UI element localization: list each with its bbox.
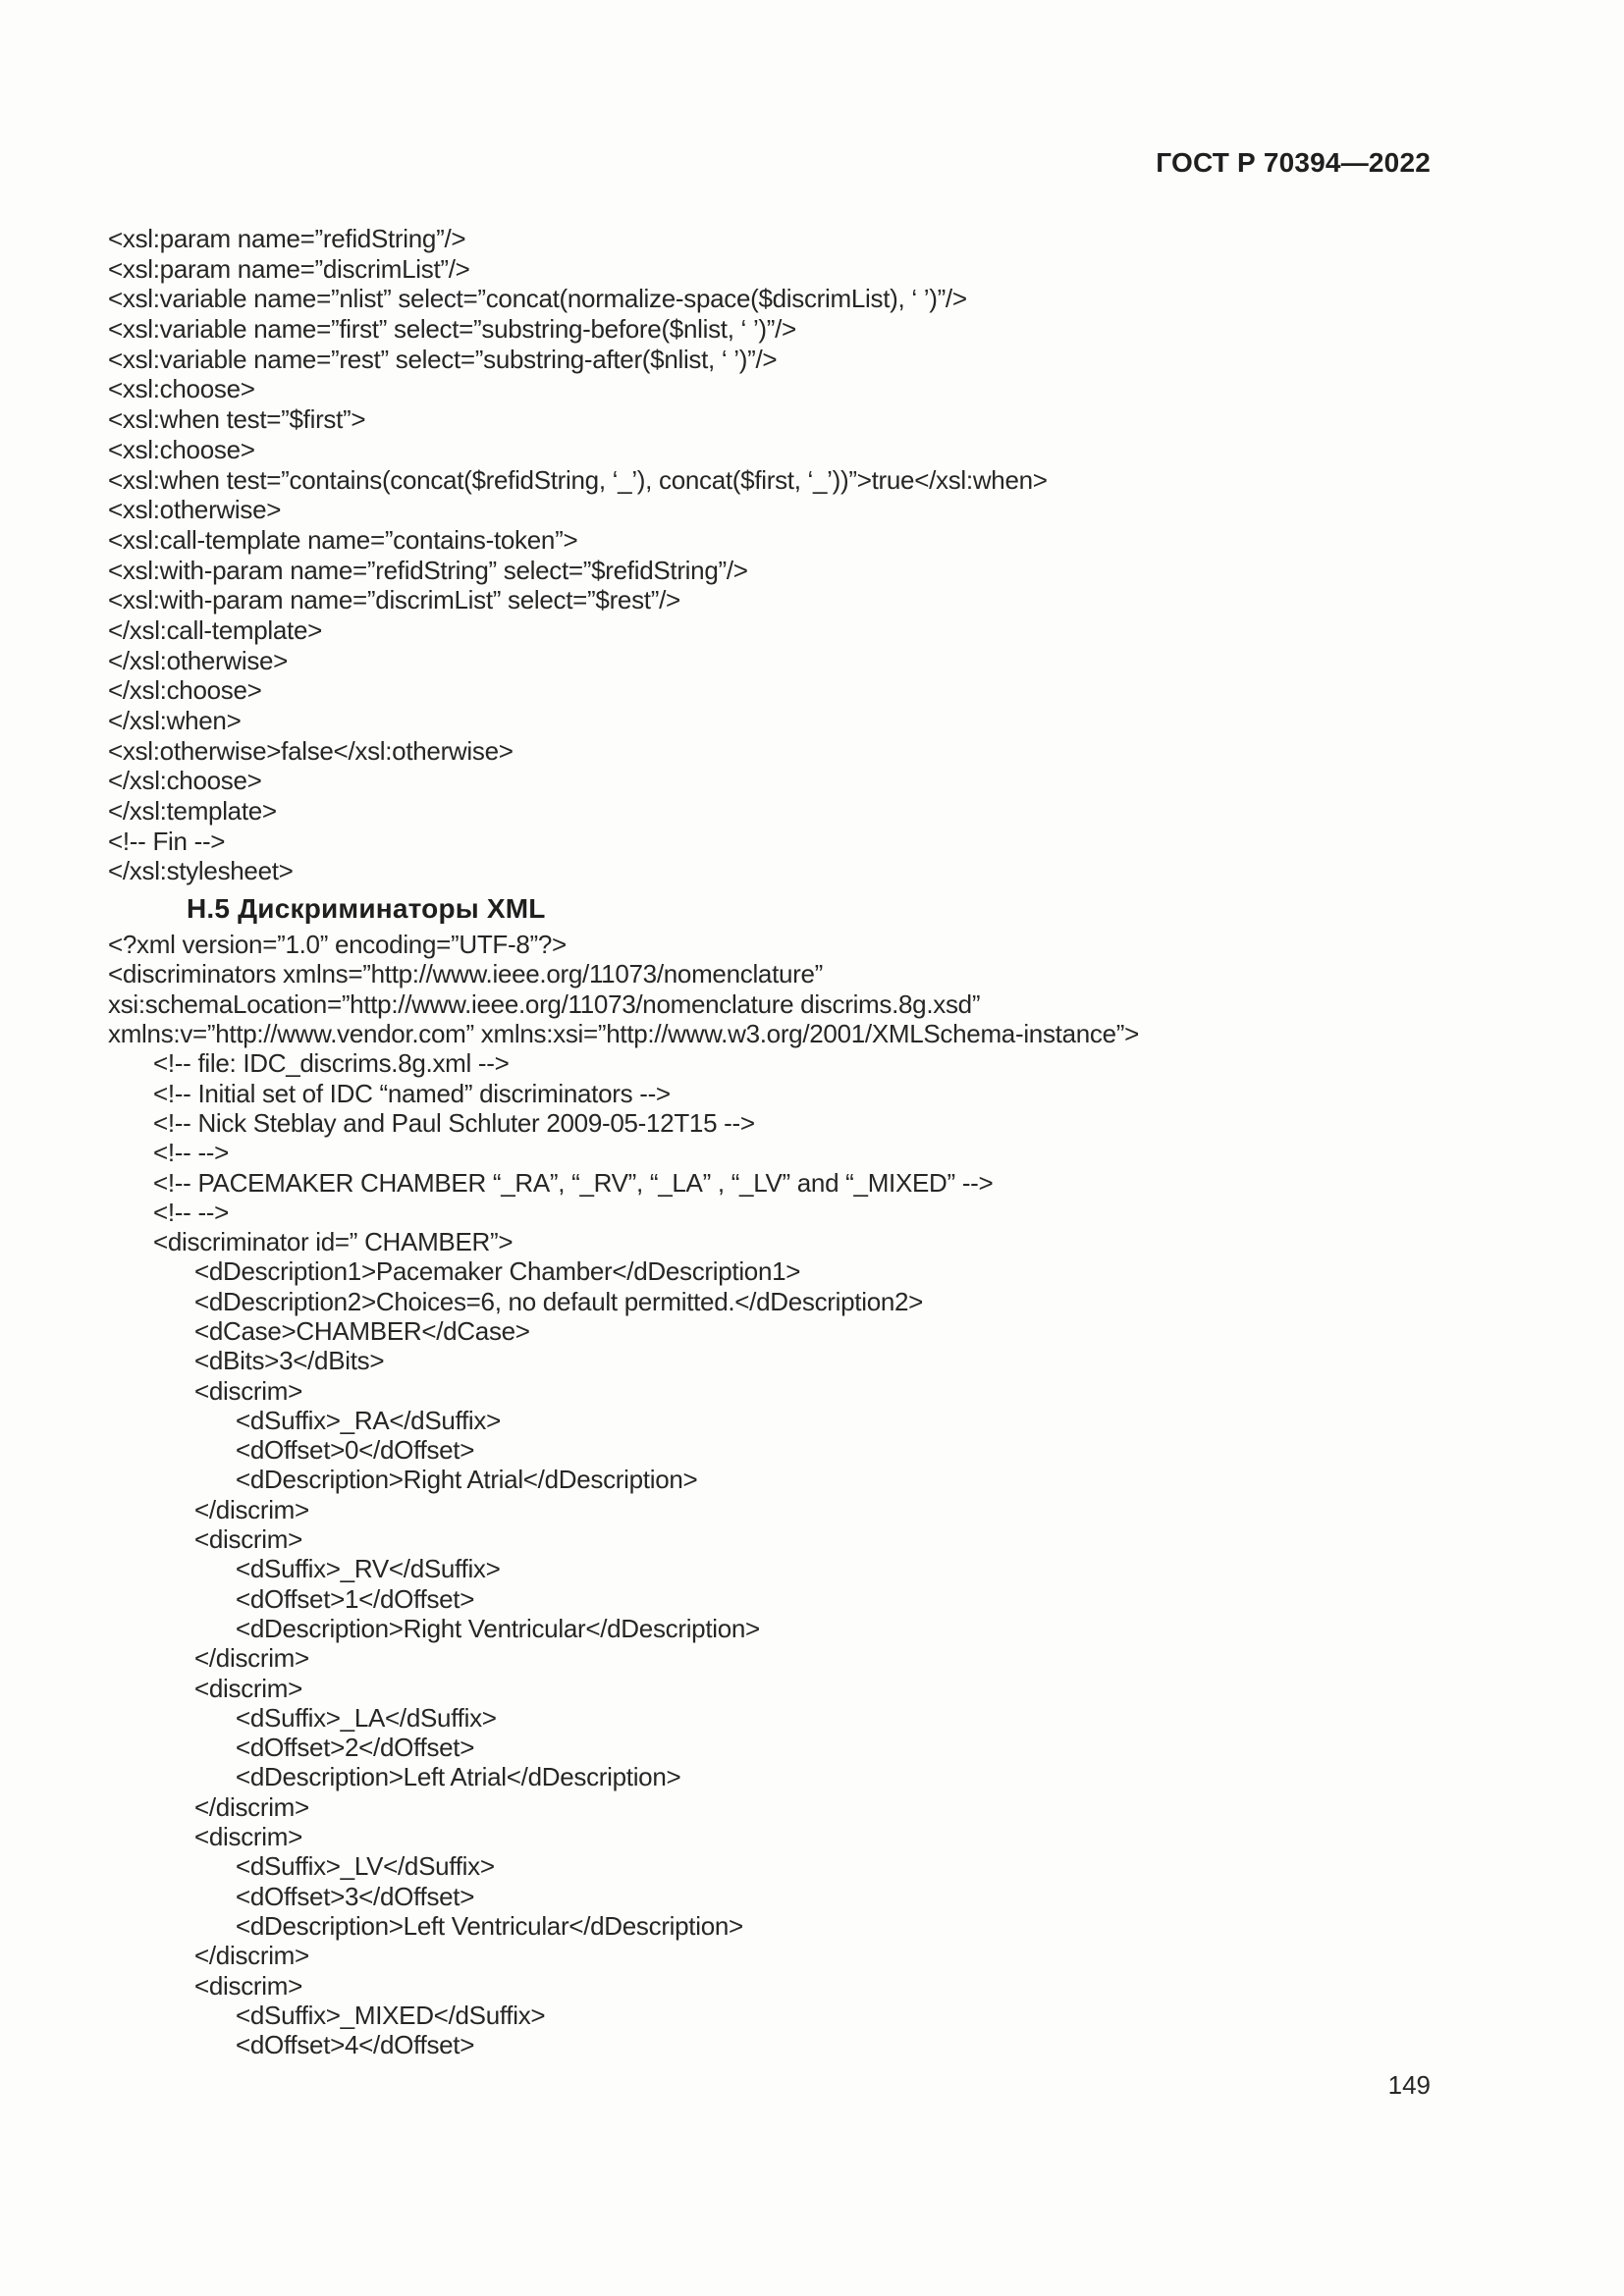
code-line: <xsl:choose> (108, 374, 255, 404)
code-line: <dSuffix>_MIXED</dSuffix> (236, 2000, 546, 2030)
code-line: <!-- --> (153, 1138, 230, 1168)
code-line: <xsl:call-template name=”contains-token”> (108, 524, 578, 555)
code-line: <xsl:otherwise> (108, 495, 282, 525)
code-line: <xsl:variable name=”nlist” select=”concat(normalize-space($discrimList), ‘ ’)”/> (108, 284, 967, 314)
code-line: <discrim> (194, 1673, 302, 1703)
code-line: xsi:schemaLocation=”http://www.ieee.org/11073/nomenclature discrims.8g.xsd” (108, 988, 981, 1019)
code-line: <xsl:otherwise>false</xsl:otherwise> (108, 735, 514, 766)
code-line: <dSuffix>_RA</dSuffix> (236, 1405, 501, 1435)
code-line: </xsl:call-template> (108, 614, 322, 645)
code-line: </xsl:stylesheet> (108, 856, 294, 886)
code-line: <xsl:variable name=”rest” select=”substring-after($nlist, ‘ ’)”/> (108, 344, 778, 374)
code-line: <xsl:param name=”discrimList”/> (108, 253, 470, 284)
code-line: <dDescription>Left Ventricular</dDescription> (236, 1910, 743, 1941)
code-line: <discrim> (194, 1375, 302, 1406)
xml-code-block (108, 930, 1565, 2059)
code-line: <dDescription>Right Ventricular</dDescription> (236, 1613, 760, 1643)
code-line: <dDescription>Left Atrial</dDescription> (236, 1762, 681, 1792)
document-content (108, 224, 1565, 2059)
code-line: <dBits>3</dBits> (194, 1346, 385, 1376)
code-line: </discrim> (194, 1941, 309, 1971)
code-line: <dOffset>2</dOffset> (236, 1733, 475, 1763)
code-line: </xsl:when> (108, 706, 242, 735)
code-line: <dOffset>4</dOffset> (236, 2030, 475, 2060)
page-number: 149 (1387, 2070, 1431, 2100)
code-line: </xsl:template> (108, 796, 277, 827)
code-line: </discrim> (194, 1643, 309, 1674)
code-line: <?xml version=”1.0” encoding=”UTF-8”?> (108, 930, 567, 960)
code-line: <!-- file: IDC_discrims.8g.xml --> (153, 1048, 510, 1079)
code-line: <!-- Nick Steblay and Paul Schluter 2009-05-12T15 --> (153, 1107, 755, 1138)
code-line: </discrim> (194, 1791, 309, 1822)
code-line: <dOffset>1</dOffset> (236, 1583, 475, 1614)
code-line: <discrim> (194, 1970, 302, 2001)
section-heading: Н.5 Дискриминаторы XML (187, 893, 546, 925)
code-line: </xsl:choose> (108, 675, 262, 706)
code-line: <dDescription2>Choices=6, no default permitted.</dDescription2> (194, 1286, 924, 1316)
code-line: <dSuffix>_LV</dSuffix> (236, 1851, 495, 1882)
code-line: <!-- Fin --> (108, 826, 226, 856)
code-line: <xsl:choose> (108, 434, 255, 464)
code-line: <xsl:when test=”contains(concat($refidString, ‘_’), concat($first, ‘_’))”>true</xsl:when> (108, 464, 1048, 495)
code-line: xmlns:v=”http://www.vendor.com” xmlns:xsi=”http://www.w3.org/2001/XMLSchema-instance”> (108, 1019, 1140, 1049)
code-line: <!-- Initial set of IDC “named” discriminators --> (153, 1078, 671, 1108)
code-line: <discrim> (194, 1822, 302, 1852)
code-line: <dOffset>0</dOffset> (236, 1435, 475, 1466)
code-line: <dSuffix>_RV</dSuffix> (236, 1554, 501, 1584)
code-line: <xsl:when test=”$first”> (108, 404, 366, 435)
code-line: <discriminators xmlns=”http://www.ieee.org/11073/nomenclature” (108, 959, 824, 989)
document-header: ГОСТ Р 70394—2022 (1156, 147, 1431, 178)
code-line: <dSuffix>_LA</dSuffix> (236, 1702, 497, 1733)
xsl-code-block (108, 224, 1565, 886)
code-line: <xsl:variable name=”first” select=”substring-before($nlist, ‘ ’)”/> (108, 314, 796, 345)
code-line: <dDescription>Right Atrial</dDescription> (236, 1465, 698, 1495)
code-line: <!-- PACEMAKER CHAMBER “_RA”, “_RV”, “_LA” , “_LV” and “_MIXED” --> (153, 1167, 994, 1198)
code-line: <discriminator id=” CHAMBER”> (153, 1227, 514, 1257)
code-line: </xsl:choose> (108, 766, 262, 796)
code-line: <xsl:param name=”refidString”/> (108, 224, 466, 253)
code-line: <discrim> (194, 1524, 302, 1555)
code-line: <dDescription1>Pacemaker Chamber</dDescription1> (194, 1256, 801, 1287)
code-line: <xsl:with-param name=”discrimList” select=”$rest”/> (108, 585, 680, 615)
code-line: </xsl:otherwise> (108, 645, 289, 675)
code-line: <dOffset>3</dOffset> (236, 1881, 475, 1911)
code-line: <xsl:with-param name=”refidString” select=”$refidString”/> (108, 555, 748, 585)
code-line: <!-- --> (153, 1197, 230, 1227)
code-line: <dCase>CHAMBER</dCase> (194, 1315, 530, 1346)
code-line: </discrim> (194, 1494, 309, 1524)
